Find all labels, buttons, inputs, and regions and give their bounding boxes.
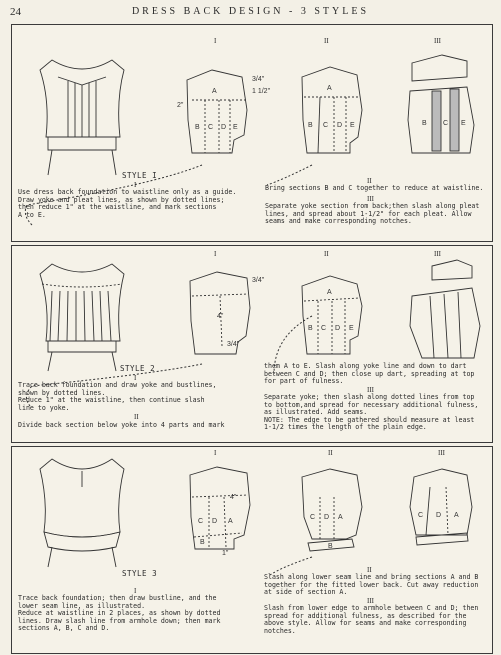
svg-text:D: D (221, 124, 227, 131)
style-2-left-text: Trace back foundation and draw yoke and bustlines, shown by dotted lines. Reduce 1" at the waistline, then continue slash line to yoke. (18, 381, 217, 412)
svg-text:3/4": 3/4" (252, 76, 265, 83)
svg-text:D: D (436, 512, 442, 519)
svg-text:B: B (422, 120, 427, 127)
svg-text:C: C (323, 122, 329, 129)
style-1-garment-sketch (40, 60, 124, 175)
style-2-pattern-I (190, 272, 265, 354)
svg-text:C: C (418, 512, 424, 519)
style-2-label: STYLE 2 (120, 364, 156, 373)
style-1-label: STYLE I (122, 171, 158, 180)
style-1-right-roman-2: III (367, 195, 374, 203)
style-3-right-text-1: Slash along lower seam line and bring sections A and B together for the fitted lower back. Cut away reduction at side of section A. (264, 573, 479, 597)
svg-text:C: C (310, 514, 316, 521)
style-1-right-text-1: Bring sections B and C together to reduce at waistline. (265, 184, 484, 192)
style-2-pattern-III (410, 260, 480, 358)
svg-text:A: A (228, 518, 233, 525)
svg-text:C: C (321, 325, 327, 332)
svg-text:1 1/2": 1 1/2" (252, 88, 271, 95)
style-2-right-text-2: Separate yoke; then slash along dotted lines from top to bottom,and spread for necessary additional fulness, as illustrated. Add seams. NOTE: The edge to be gathered should measure at least 1-1/2 times the length of the plain edge. (264, 393, 479, 432)
style-3-right-text-2: Slash from lower edge to armhole between C and D; then spread for additional fulness, as described for the above style. Allow for seams and make corresponding notches. (264, 604, 479, 635)
style-2-right-roman-2: III (367, 386, 374, 394)
svg-text:4": 4" (217, 313, 224, 320)
svg-text:B: B (195, 124, 200, 131)
style-3-pattern-III (410, 469, 472, 545)
svg-text:3/4": 3/4" (252, 277, 265, 284)
svg-text:A: A (212, 88, 217, 95)
svg-text:A: A (327, 85, 332, 92)
style-1-right-roman-1: II (367, 177, 372, 185)
svg-text:A: A (327, 289, 332, 296)
svg-text:E: E (350, 122, 355, 129)
style-3-right-roman-2: III (367, 597, 374, 605)
style-3-right-roman-1: II (367, 566, 372, 574)
style-3-pattern-II (302, 469, 362, 551)
svg-text:E: E (349, 325, 354, 332)
svg-text:1": 1" (222, 550, 229, 557)
svg-text:A: A (338, 514, 343, 521)
svg-text:B: B (308, 325, 313, 332)
style-1-left-roman: I (134, 181, 137, 189)
page-title: DRESS BACK DESIGN - 3 STYLES (131, 6, 370, 17)
style-2-left-text-2: Divide back section below yoke into 4 parts and mark (18, 421, 225, 429)
page-number: 24 (10, 6, 21, 18)
style-2-pattern-II (302, 276, 362, 354)
style-1-pattern-III (408, 55, 474, 153)
style-3-col-I: I (214, 449, 217, 457)
svg-text:2": 2" (177, 102, 184, 109)
svg-text:B: B (200, 539, 205, 546)
style-2-right-text-1: them A to E. Slash along yoke line and down to dart between C and D; then close up dart, spreading at top for part of fulness. (264, 362, 475, 386)
svg-text:D: D (337, 122, 343, 129)
style-2-left-roman-2: II (134, 413, 139, 421)
style-3-pattern-I (190, 467, 250, 557)
svg-text:E: E (233, 124, 238, 131)
svg-text:4": 4" (230, 494, 237, 501)
style-2-col-I: I (214, 250, 217, 258)
style-2-col-III: III (434, 250, 441, 258)
svg-text:E: E (461, 120, 466, 127)
style-3-panel (11, 446, 493, 654)
style-3-left-roman: I (134, 587, 137, 595)
svg-text:D: D (324, 514, 330, 521)
style-3-left-text: Trace back foundation; then draw bustline, and the lower seam line, as illustrated. Reduce at waistline in 2 places, as shown by dotted lines. Draw slash line from armhole down; then mark sections A, B, C and D. (18, 594, 221, 633)
style-2-col-II: II (324, 250, 329, 258)
style-1-pattern-II (302, 67, 362, 153)
style-1-pattern-I (177, 70, 271, 153)
style-1-panel (11, 24, 493, 242)
svg-text:A: A (454, 512, 459, 519)
style-1-col-I: I (214, 37, 217, 45)
svg-text:C: C (208, 124, 214, 131)
style-1-col-III: III (434, 37, 441, 45)
svg-text:D: D (212, 518, 218, 525)
svg-text:B: B (308, 122, 313, 129)
style-2-left-roman: I (134, 374, 137, 382)
style-3-label: STYLE 3 (122, 569, 158, 578)
style-3-garment-sketch (40, 459, 124, 567)
svg-text:D: D (335, 325, 341, 332)
style-1-left-text: Use dress back foundation to waistline only as a guide. Draw yoke and pleat lines, as shown by dotted lines; then reduce 1" at the waistline, and mark sections A to E. (18, 188, 237, 219)
svg-text:C: C (443, 120, 449, 127)
style-1-col-II: II (324, 37, 329, 45)
svg-text:C: C (198, 518, 204, 525)
style-1-right-text-2: Separate yoke section from back;then slash along pleat lines, and spread about 1-1/2" for each pleat. Allow seams and make corresponding notches. (265, 202, 480, 226)
style-3-col-II: II (328, 449, 333, 457)
style-2-garment-sketch (40, 264, 124, 371)
style-3-col-III: III (438, 449, 445, 457)
svg-text:3/4": 3/4" (227, 341, 240, 348)
svg-text:B: B (328, 543, 333, 550)
style-2-panel (11, 245, 493, 443)
